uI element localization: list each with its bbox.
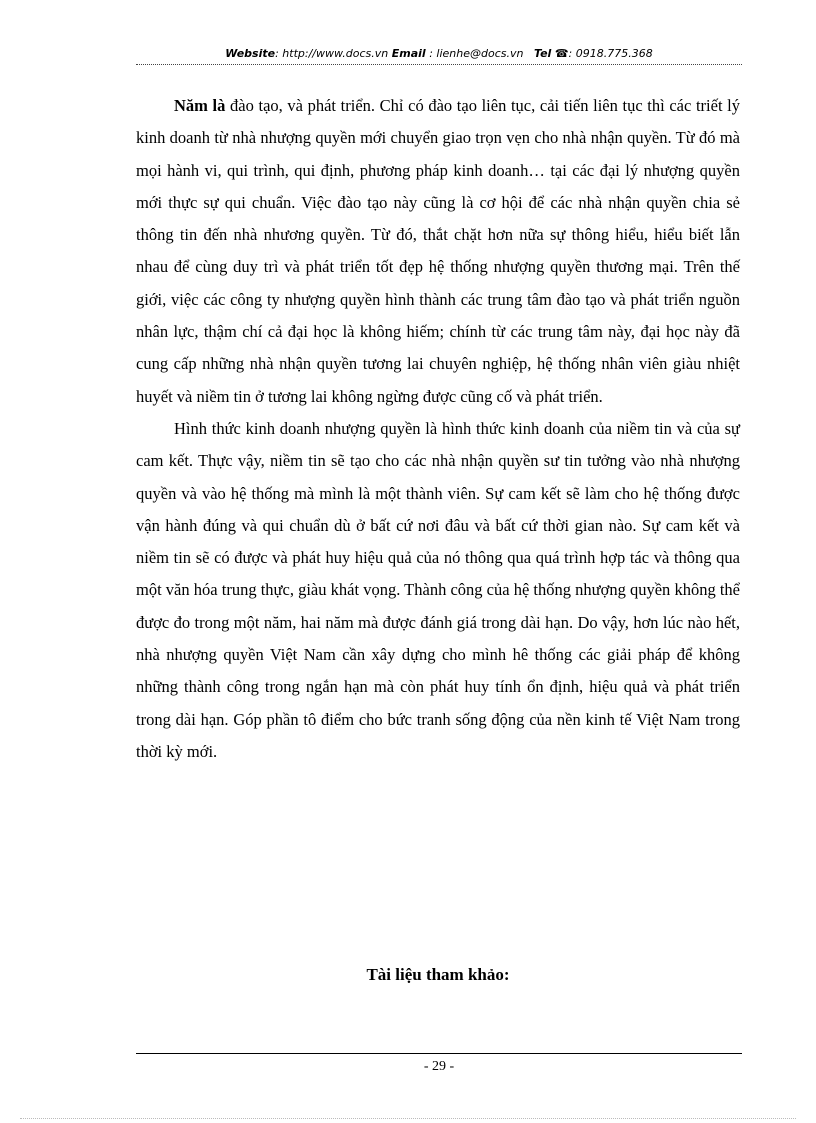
tel-value: : 0918.775.368 xyxy=(568,47,653,60)
document-body xyxy=(136,90,740,768)
footer-divider xyxy=(136,1053,742,1054)
references-heading: Tài liệu tham khảo: xyxy=(366,965,510,984)
phone-icon: ☎ xyxy=(554,47,569,60)
website-value: : http://www.docs.vn xyxy=(275,47,389,60)
header-divider xyxy=(136,64,742,65)
paragraph-1-text: đào tạo, và phát triển. Chỉ có đào tạo liên tục, cải tiến liên tục thì các triết lý kinh doanh từ nhà nhượng quyền mới chuyển giao trọn vẹn cho nhà nhận quyền. Từ đó mà mọi hành vi, qui trình, qui định, phương pháp kinh doanh… tại các đại lý nhượng quyền mới thực sự qui chuẩn. Việc đào tạo này cũng là cơ hội để các nhà nhận quyền chia sẻ thông tin đến nhà nhương quyền. Từ đó, thắt chặt hơn nữa sự thông hiểu, hiểu biết lẫn nhau để cùng duy trì và phát triển tốt đẹp hệ thống nhượng quyền thương mại. Trên thế giới, việc các công ty nhượng quyền hình thành các trung tâm đào tạo và phát triển nguồn nhân lực, thậm chí cả đại học là không hiếm; chính từ các trung tâm này, đại học này đã cung cấp những nhà nhận quyền tương lai chuyên nghiệp, hệ thống nhân viên giàu nhiệt huyết và niềm tin ở tương lai không ngừng được cũng cố và phát triển. xyxy=(136,96,740,406)
email-label: Email xyxy=(391,47,426,60)
tel-label: Tel xyxy=(533,47,552,60)
paragraph-2: Hình thức kinh doanh nhượng quyền là hình thức kinh doanh của niềm tin và của sự cam kết. Thực vậy, niềm tin sẽ tạo cho các nhà nhận quyền sư tin tưởng vào nhà nhượng quyền và vào hệ thống mà mình là một thành viên. Sự cam kết sẽ làm cho hệ thống được vận hành đúng và qui chuẩn dù ở bất cứ nơi đâu và bất cứ thời gian nào. Sự cam kết và niềm tin sẽ có được và phát huy hiệu quả của nó thông qua quá trình hợp tác và thông qua một văn hóa trung thực, giàu khát vọng. Thành công của hệ thống nhượng quyền không thể được đo trong một năm, hai năm mà được đánh giá trong dài hạn. Do vậy, hơn lúc nào hết, nhà nhượng quyền Việt Nam cần xây dựng cho mình hê thống các giải pháp để không những thành công trong ngắn hạn mà còn phát huy tính ổn định, hiệu quả và phát triển trong dài hạn. Góp phần tô điểm cho bức tranh sống động của nền kinh tế Việt Nam trong thời kỳ mới. xyxy=(136,418,740,761)
paragraph-1-lead: Năm là xyxy=(174,96,226,115)
website-label: Website xyxy=(225,47,276,60)
page-bottom-border xyxy=(20,1118,796,1119)
email-value: : lienhe@docs.vn xyxy=(429,47,524,60)
paragraph-1 xyxy=(136,90,740,413)
page-number: - 29 - xyxy=(423,1059,455,1074)
page-header xyxy=(136,46,742,62)
